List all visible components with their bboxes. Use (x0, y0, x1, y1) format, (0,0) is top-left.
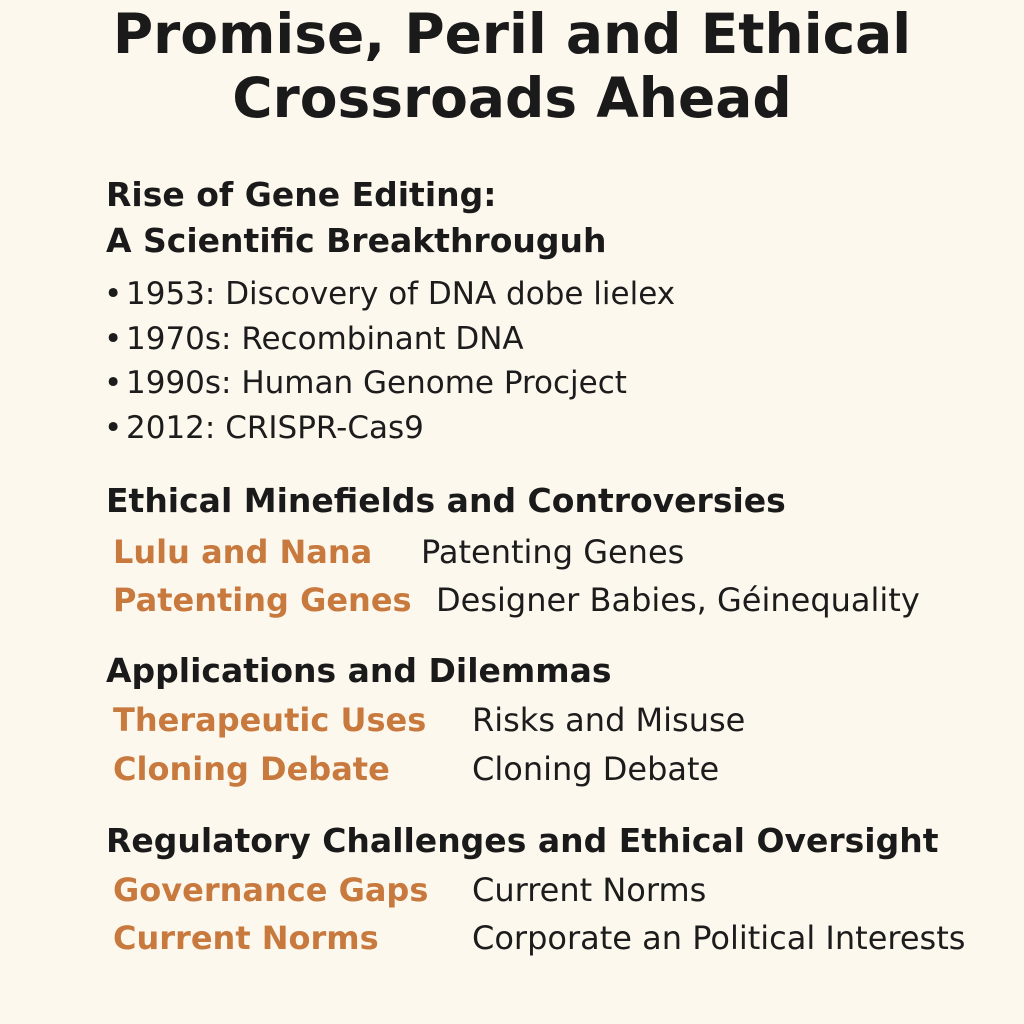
term-description: Patenting Genes (421, 533, 685, 571)
timeline-bullet-list (104, 272, 675, 451)
section-heading-line-1: Rise of Gene Editing: (106, 175, 497, 214)
section-heading-ethical-minefields: Ethical Minefields and Controversies (106, 481, 786, 520)
term-row (113, 576, 993, 624)
term-description: Current Norms (472, 871, 707, 909)
term-row (113, 528, 993, 576)
term-label: Lulu and Nana (113, 533, 373, 571)
list-item-text: 2012: CRISPR-Cas9 (126, 410, 424, 447)
term-row (113, 696, 993, 744)
term-row (113, 866, 993, 914)
list-item (104, 361, 675, 406)
term-row (113, 914, 993, 962)
term-row (113, 745, 993, 793)
list-item (104, 406, 675, 451)
list-item-text: 1990s: Human Genome Procject (126, 365, 627, 402)
term-label: Governance Gaps (113, 871, 429, 909)
list-item-text: 1953: Discovery of DNA dobe lielex (126, 276, 676, 312)
bullet-icon: • (104, 410, 123, 447)
term-description: Risks and Misuse (472, 701, 746, 739)
section-heading-regulatory: Regulatory Challenges and Ethical Oversight (106, 821, 939, 860)
term-label: Cloning Debate (113, 750, 390, 788)
bullet-icon: • (104, 365, 123, 402)
term-label: Current Norms (113, 919, 379, 957)
list-item (104, 317, 675, 362)
section-heading-line-2: A Scientific Breakthrouguh (106, 221, 607, 260)
bullet-icon: • (104, 276, 123, 312)
term-label: Patenting Genes (113, 581, 412, 619)
term-description: Designer Babies, Géinequality (436, 581, 920, 619)
bullet-icon: • (104, 320, 123, 357)
page-title: Promise, Peril and Ethical Crossroads Ahead (112, 2, 912, 130)
list-item (104, 272, 675, 317)
section-heading-gene-editing (106, 172, 606, 264)
list-item-text: 1970s: Recombinant DNA (126, 320, 524, 357)
term-label: Therapeutic Uses (113, 701, 427, 739)
term-description: Cloning Debate (472, 750, 720, 788)
term-description: Corporate an Political Interests (472, 919, 966, 957)
section-heading-applications: Applications and Dilemmas (106, 651, 612, 690)
